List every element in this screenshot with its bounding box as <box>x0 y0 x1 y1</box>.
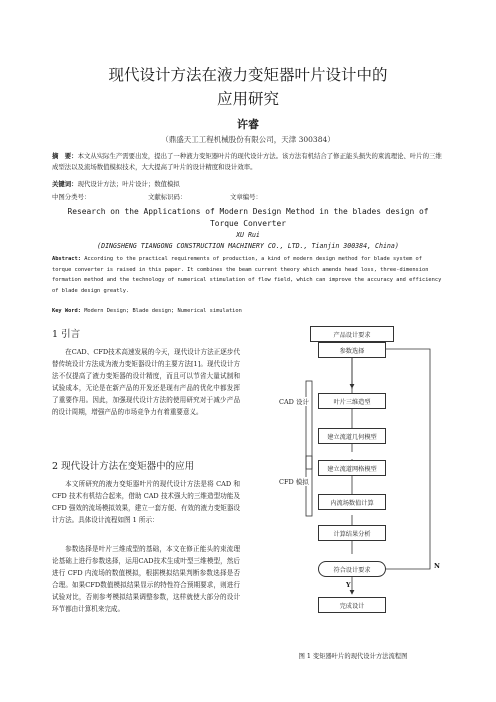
author-name: 许睿 <box>237 118 259 131</box>
figure-1-caption: 图 1 变矩器叶片的现代设计方法流程图 <box>298 653 408 660</box>
flow-box-channel-geometry: 建立流道几何模型 <box>318 428 386 444</box>
en-abstract-text: According to the practical requirements of production, a kind of modern design method for blade system of torque converter is raised in this paper. It combines the beam current theory which amends head loss, three-dimension formation method and the technology of numerical stimulation of flow field, which can improve the accuracy and efficiency of blade design greatly. <box>52 256 442 294</box>
no-label: N <box>434 562 440 570</box>
design-flowchart <box>258 326 448 676</box>
abstract-cn-text: 本文从实际生产需要出发，提出了一种液力变矩器叶片的现代设计方法。该方法有机结合了修正能头损失的束流理论、叶片的三维成型法以及流场数值模拟技术，大大提高了叶片的设计精度和设计效率。 <box>52 152 442 171</box>
flow-box-meets-requirements: 符合设计要求 <box>318 561 386 577</box>
en-keywords-label: Key Word: <box>52 308 81 314</box>
en-abstract <box>52 254 444 296</box>
en-abstract-label: Abstract: <box>52 256 81 262</box>
en-title-line1: Research on the Applications of Modern Design Method in the blades design of <box>67 207 429 216</box>
en-author: XU Rui <box>236 231 260 239</box>
abstract-cn-label: 摘 要： <box>52 152 78 160</box>
cfd-label: CFD 模拟 <box>279 478 309 486</box>
en-affiliation: (DINGSHENG TIANGONG CONSTRUCTION MACHINERY CO., LTD., Tianjin 300384, China) <box>97 242 399 250</box>
paper-title-line2: 应用研究 <box>216 90 279 108</box>
en-keywords-text: Modern Design; Blade design; Numerical simulation <box>84 308 242 314</box>
section-2-heading: 2 现代设计方法在变矩器中的应用 <box>52 461 195 472</box>
en-title-line2: Torque Converter <box>209 219 286 228</box>
abstract-cn <box>52 151 444 173</box>
flow-box-result-analysis: 计算结果分析 <box>318 525 386 541</box>
section-1-heading: 1 引言 <box>52 329 81 340</box>
en-keywords <box>52 308 444 314</box>
flow-box-product-requirements: 产品设计要求 <box>310 326 394 342</box>
keywords-cn-label: 关键词： <box>52 180 78 188</box>
section-2-paragraph-1: 本文所研究的液力变矩器叶片的现代设计方法是将 CAD 和 CFD 技术有机结合起来，借助 CAD 技术强大的三维造型功能及 CFD 强效的流场模拟效果，建立一套方便、有效的液力变矩器设计方法。具体设计流程如图 1 所示： <box>52 480 240 525</box>
keywords-cn-text: 现代设计方法；叶片设计；数值模拟 <box>77 180 180 188</box>
flow-box-blade-3d-modeling: 叶片三维造型 <box>318 393 386 409</box>
flow-box-parameter-selection: 参数选择 <box>318 342 386 358</box>
clc-label: 中图分类号： <box>52 193 91 201</box>
keywords-cn <box>52 179 444 190</box>
yes-label: Y <box>346 581 351 589</box>
cfd-bracket <box>306 456 312 516</box>
doc-code-label: 文献标识码： <box>148 193 187 201</box>
flow-box-finish-design: 完成设计 <box>318 597 386 613</box>
article-no-label: 文章编号： <box>230 193 262 201</box>
section-1-paragraph: 在CAD、CFD技术高速发展的今天，现代设计方法正逐步代替传统设计方法成为液力变矩器设计的主要方法[1]。现代设计方法不仅提高了液力变矩器的设计精度，而且可以节省大量试制和试验成本，无论是在新产品的开发还是现有产品的优化中都发挥了重要作用。因此，加强现代设计方法的使用研究对于减少产品的设计周期，增强产品的市场竞争力有着重要意义。 <box>52 348 240 417</box>
author-affiliation: （鼎盛天工工程机械股份有限公司，天津 300384） <box>161 135 335 144</box>
paper-title-line1: 现代设计方法在液力变矩器叶片设计中的 <box>108 66 388 84</box>
section-2-paragraph-2: 参数选择是叶片三维成型的基础，本文在修正能头的束流理论基础上进行参数选择，运用CAD技术生成叶型三维模型，然后进行 CFD 内流场的数值模拟，根据模拟结果判断参数选择是否合理。如果CFD数值模拟结果显示的特性符合预期要求，则进行试验对比，否则参考模拟结果调整参数，这样就使大部分的设计环节都由计算机来完成。 <box>52 545 240 614</box>
flow-box-flow-field-calculation: 内流场数值计算 <box>318 494 386 510</box>
flow-box-channel-mesh: 建立流道网格模型 <box>318 460 386 476</box>
cad-label: CAD 设计 <box>279 398 309 406</box>
